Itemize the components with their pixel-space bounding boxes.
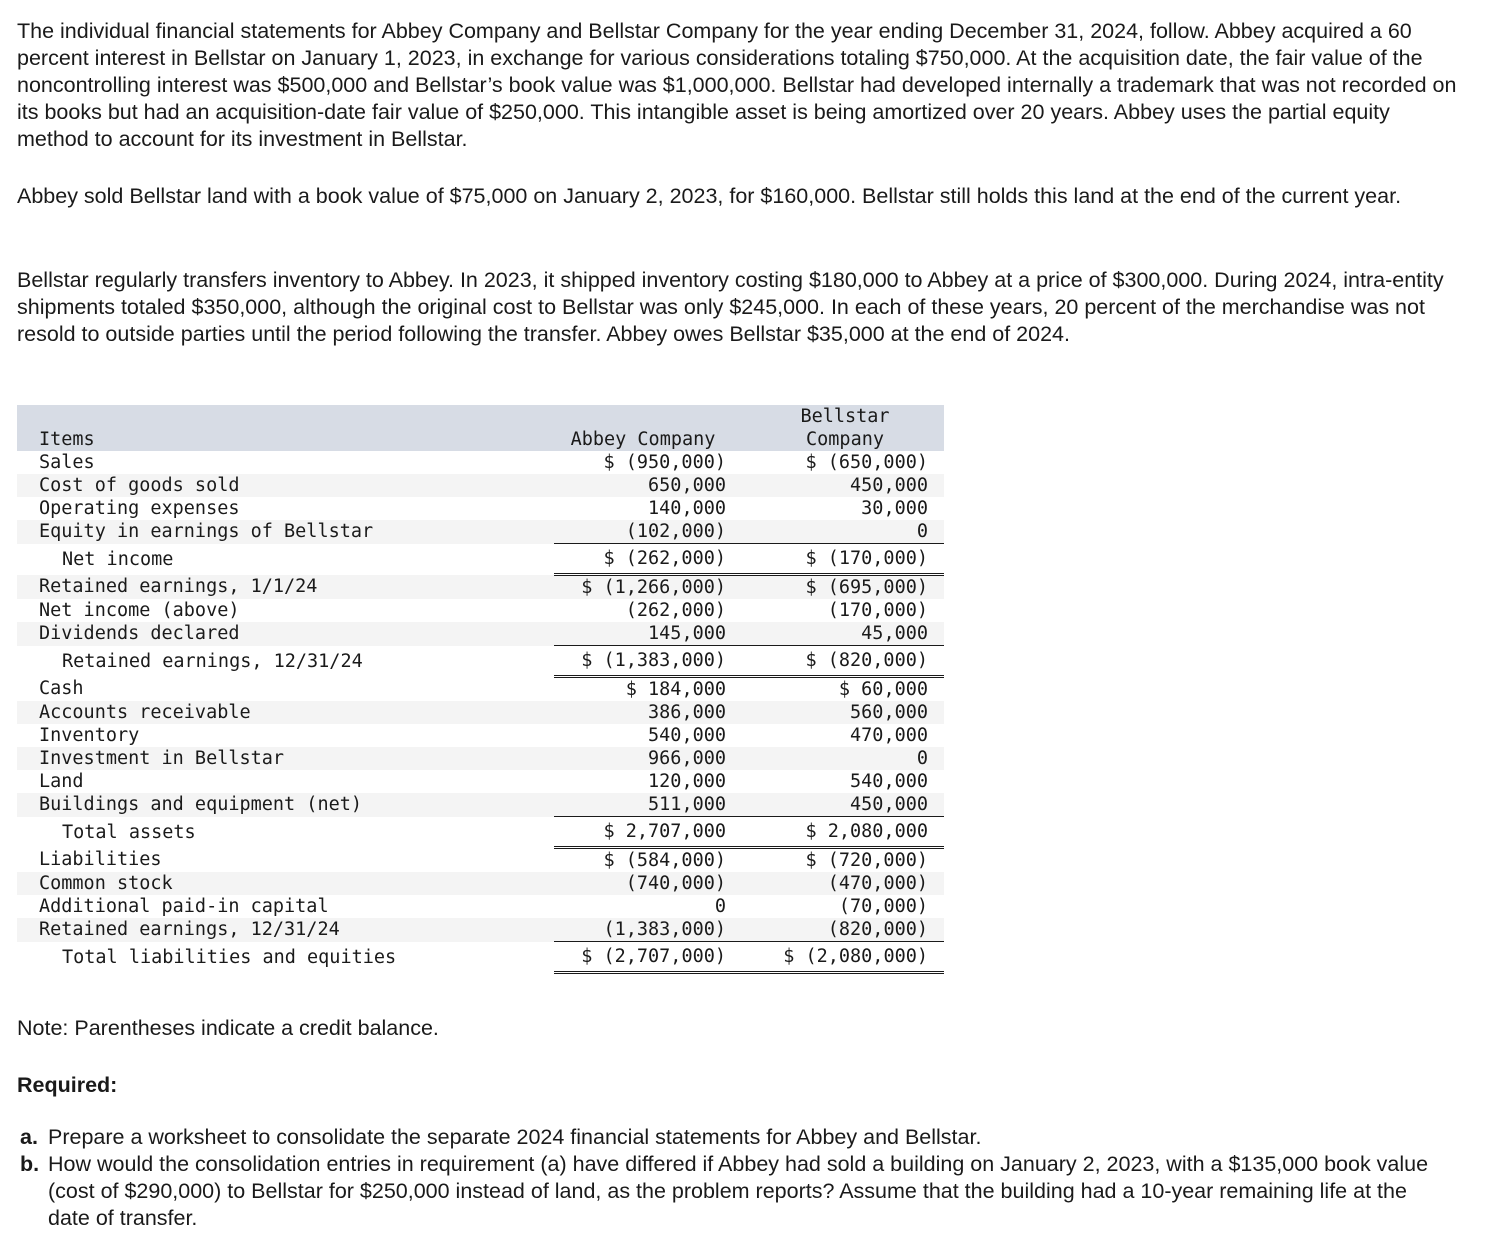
abbey-value: $ (1,383,000) bbox=[554, 646, 732, 677]
table-row bbox=[17, 622, 944, 646]
table-row bbox=[17, 747, 944, 770]
bellstar-value: 470,000 bbox=[850, 725, 928, 746]
bellstar-value: 560,000 bbox=[746, 701, 944, 724]
requirement-a bbox=[20, 1124, 1440, 1151]
row-label: Additional paid-in capital bbox=[39, 896, 329, 917]
bellstar-value: 540,000 bbox=[850, 771, 928, 792]
row-label: Total assets bbox=[62, 821, 196, 843]
row-label: Retained earnings, 1/1/24 bbox=[17, 575, 554, 600]
row-label: Dividends declared bbox=[17, 622, 554, 646]
abbey-value: (102,000) bbox=[554, 520, 732, 544]
abbey-value: 145,000 bbox=[554, 622, 732, 646]
abbey-value: 120,000 bbox=[648, 771, 726, 792]
table-row bbox=[17, 701, 944, 724]
bellstar-value: $ 2,080,000 bbox=[746, 817, 944, 848]
row-label: Inventory bbox=[39, 725, 140, 746]
table-row bbox=[17, 895, 944, 918]
table-header-row bbox=[17, 405, 944, 451]
bellstar-value: $ (2,080,000) bbox=[746, 942, 944, 973]
bellstar-value: 450,000 bbox=[746, 793, 944, 817]
table-total-row bbox=[17, 646, 944, 677]
bellstar-value: 45,000 bbox=[746, 622, 944, 646]
requirement-marker: b. bbox=[20, 1152, 40, 1176]
abbey-value: 511,000 bbox=[554, 793, 732, 817]
bellstar-value: 0 bbox=[746, 520, 944, 544]
header-items: Items bbox=[17, 405, 554, 451]
abbey-value: (1,383,000) bbox=[554, 918, 732, 942]
table-row bbox=[17, 575, 944, 600]
table-row bbox=[17, 872, 944, 895]
table-row bbox=[17, 724, 944, 747]
row-label: Sales bbox=[39, 452, 95, 473]
table-total-row bbox=[17, 817, 944, 848]
abbey-value: $ (584,000) bbox=[603, 850, 726, 871]
row-label: Retained earnings, 12/31/24 bbox=[17, 918, 554, 942]
row-label: Retained earnings, 12/31/24 bbox=[62, 650, 363, 672]
abbey-value: 0 bbox=[714, 896, 726, 917]
bellstar-value: (820,000) bbox=[746, 918, 944, 942]
row-label: Buildings and equipment (net) bbox=[17, 793, 554, 817]
requirement-marker: a. bbox=[20, 1125, 38, 1149]
bellstar-value: $ (650,000) bbox=[805, 452, 928, 473]
abbey-value: (262,000) bbox=[625, 600, 726, 621]
table-row bbox=[17, 451, 944, 474]
row-label: Liabilities bbox=[39, 849, 162, 871]
table-row bbox=[17, 599, 944, 622]
row-label: Investment in Bellstar bbox=[17, 747, 554, 770]
abbey-value: 650,000 bbox=[554, 474, 732, 497]
row-label: Net income bbox=[62, 548, 174, 570]
bellstar-value: 450,000 bbox=[746, 474, 944, 497]
table-row bbox=[17, 520, 944, 544]
intro-paragraph: The individual financial statements for Abbey Company and Bellstar Company for the year ending December 31, 2024, follow. Abbey acquired a 60 percent interest in Bellstar on January 1, 2023, in exchange for various considerations totaling $750,000. At the acquisition date, the fair value of the noncontrolling interest was $500,000 and Bellstar’s book value was $1,000,000. Bellstar had developed internally a trademark that was not recorded on its books but had an acquisition-date fair value of $250,000. This intangible asset is being amortized over 20 years. Abbey uses the partial equity method to account for its investment in Bellstar. bbox=[17, 19, 1457, 151]
table-row bbox=[17, 497, 944, 520]
table-row bbox=[17, 677, 944, 702]
table-row bbox=[17, 918, 944, 942]
row-label: Operating expenses bbox=[39, 498, 240, 519]
bellstar-value: (70,000) bbox=[838, 896, 928, 917]
row-label: Land bbox=[39, 771, 84, 792]
row-label: Equity in earnings of Bellstar bbox=[17, 520, 554, 544]
row-label: Cash bbox=[39, 678, 84, 700]
row-label: Accounts receivable bbox=[17, 701, 554, 724]
abbey-value: $ (1,266,000) bbox=[554, 575, 732, 600]
header-bellstar-line1: Bellstar bbox=[800, 406, 890, 427]
table-row bbox=[17, 793, 944, 817]
abbey-value: $ 2,707,000 bbox=[554, 817, 732, 848]
table-total-row bbox=[17, 942, 944, 973]
header-abbey: Abbey Company bbox=[554, 405, 732, 451]
abbey-value: $ 184,000 bbox=[625, 679, 726, 700]
header-bellstar bbox=[746, 405, 944, 451]
requirements-list bbox=[20, 1124, 1440, 1232]
credit-balance-note: Note: Parentheses indicate a credit balance. bbox=[17, 1016, 439, 1040]
bellstar-value: $ (820,000) bbox=[746, 646, 944, 677]
abbey-value: 966,000 bbox=[554, 747, 732, 770]
bellstar-value: 30,000 bbox=[861, 498, 928, 519]
abbey-value: 386,000 bbox=[554, 701, 732, 724]
table-total-row bbox=[17, 544, 944, 575]
requirement-b bbox=[20, 1151, 1440, 1232]
financial-statements-table bbox=[17, 405, 944, 974]
inventory-transfer-paragraph: Bellstar regularly transfers inventory to Abbey. In 2023, it shipped inventory costing $180,000 to Abbey at a price of $300,000. During 2024, intra-entity shipments totaled $350,000, although the original cost to Bellstar was only $245,000. In each of these years, 20 percent of the merchandise was not resold to outside parties until the period following the transfer. Abbey owes Bellstar $35,000 at the end of 2024. bbox=[17, 268, 1444, 346]
table-row bbox=[17, 848, 944, 873]
table-row bbox=[17, 474, 944, 497]
header-bellstar-line2: Company bbox=[806, 429, 884, 450]
abbey-value: $ (262,000) bbox=[554, 544, 732, 575]
bellstar-value: (170,000) bbox=[827, 600, 928, 621]
row-label: Common stock bbox=[17, 872, 554, 895]
bellstar-value: $ (170,000) bbox=[746, 544, 944, 575]
bellstar-value: 0 bbox=[746, 747, 944, 770]
requirement-text: How would the consolidation entries in requirement (a) have differed if Abbey had sold a building on January 2, 2023, with a $135,000 book value (cost of $290,000) to Bellstar for $250,000 instead of land, as the problem reports? Assume that the building had a 10-year remaining life at the date of transfer. bbox=[48, 1152, 1429, 1230]
row-label: Cost of goods sold bbox=[17, 474, 554, 497]
requirement-text: Prepare a worksheet to consolidate the separate 2024 financial statements for Abbey and Bellstar. bbox=[48, 1125, 982, 1149]
land-sale-paragraph: Abbey sold Bellstar land with a book value of $75,000 on January 2, 2023, for $160,000. Bellstar still holds this land at the end of the current year. bbox=[17, 184, 1402, 208]
table-row bbox=[17, 770, 944, 793]
row-label: Total liabilities and equities bbox=[62, 946, 397, 968]
bellstar-value: $ (720,000) bbox=[805, 850, 928, 871]
abbey-value: $ (950,000) bbox=[603, 452, 726, 473]
bellstar-value: $ 60,000 bbox=[838, 679, 928, 700]
header-gap bbox=[732, 405, 746, 451]
abbey-value: $ (2,707,000) bbox=[554, 942, 732, 973]
row-label: Net income (above) bbox=[39, 600, 240, 621]
abbey-value: 540,000 bbox=[648, 725, 726, 746]
bellstar-value: (470,000) bbox=[746, 872, 944, 895]
abbey-value: 140,000 bbox=[648, 498, 726, 519]
required-heading: Required: bbox=[17, 1073, 118, 1097]
bellstar-value: $ (695,000) bbox=[746, 575, 944, 600]
abbey-value: (740,000) bbox=[554, 872, 732, 895]
